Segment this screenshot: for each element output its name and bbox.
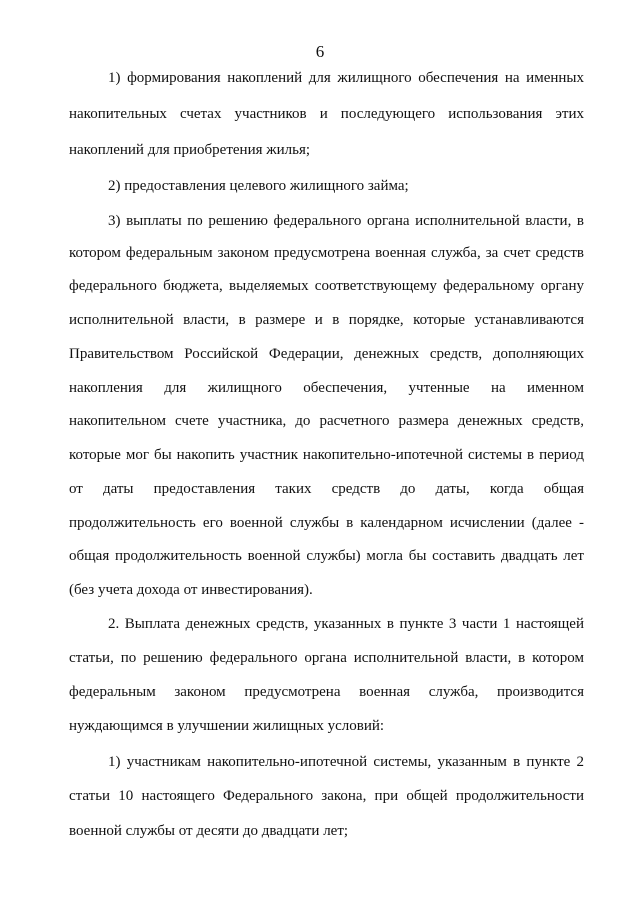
text-line: накоплений для приобретения жилья;	[69, 142, 311, 158]
text-line: 2. Выплата денежных средств, указанных в пункте 3 части 1 настоящей	[108, 616, 584, 632]
text-line: накопления для жилищного обеспечения, учтенные на именном	[69, 380, 584, 396]
page-number: 6	[315, 42, 325, 61]
text-line: 1) участникам накопительно-ипотечной системы, указанным в пункте 2	[108, 754, 584, 770]
text-line: федеральным законом предусмотрена военная служба, производится	[69, 684, 584, 700]
text-line: федерального бюджета, выделяемых соответствующему федеральному органу	[69, 278, 584, 294]
text-line: накопительных счетах участников и последующего использования этих	[69, 106, 584, 122]
text-line: 1) формирования накоплений для жилищного обеспечения на именных	[108, 70, 584, 86]
text-line: (без учета дохода от инвестирования).	[69, 582, 313, 598]
text-line: накопительном счете участника, до расчетного размера денежных средств,	[69, 413, 584, 429]
text-line: продолжительность его военной службы в календарном исчислении (далее -	[69, 515, 584, 531]
text-line: военной службы от десяти до двадцати лет;	[69, 823, 349, 839]
text-line: статьи, по решению федерального органа исполнительной власти, в котором	[69, 650, 584, 666]
text-line: 2) предоставления целевого жилищного займа;	[108, 178, 409, 194]
text-line: которые мог бы накопить участник накопительно-ипотечной системы в период	[69, 447, 584, 463]
text-line: от даты предоставления таких средств до даты, когда общая	[69, 481, 584, 497]
text-line: нуждающимся в улучшении жилищных условий:	[69, 718, 385, 734]
text-line: Правительством Российской Федерации, денежных средств, дополняющих	[69, 346, 584, 362]
text-line: статьи 10 настоящего Федерального закона, при общей продолжительности	[69, 788, 584, 804]
text-line: исполнительной власти, в размере и в порядке, которые устанавливаются	[69, 312, 584, 328]
text-line: котором федеральным законом предусмотрена военная служба, за счет средств	[69, 245, 584, 261]
text-line: 3) выплаты по решению федерального органа исполнительной власти, в	[108, 213, 584, 229]
text-line: общая продолжительность военной службы) могла бы составить двадцать лет	[69, 548, 584, 564]
